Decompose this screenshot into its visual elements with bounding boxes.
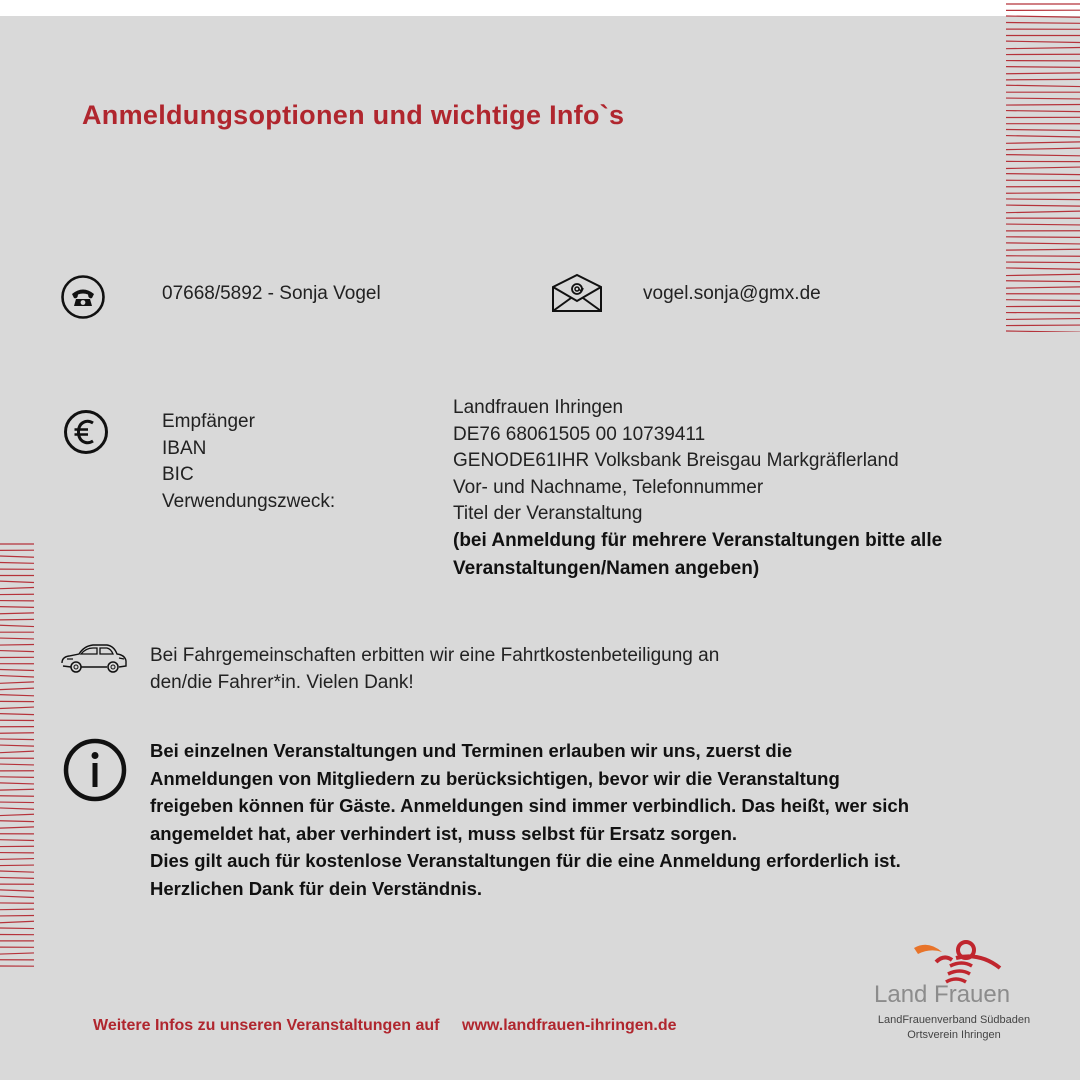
footer-website-link[interactable]: www.landfrauen-ihringen.de	[462, 1017, 677, 1034]
stripe-line	[0, 814, 34, 815]
stripe-line	[0, 714, 34, 715]
stripe-line	[0, 651, 34, 652]
stripe-line	[1006, 22, 1080, 23]
stripe-line	[0, 619, 34, 620]
carpool-text	[150, 643, 719, 696]
stripe-line	[1006, 16, 1080, 17]
stripe-line	[0, 613, 34, 614]
stripe-line	[0, 909, 34, 910]
stripe-line	[0, 840, 34, 841]
stripe-line	[0, 896, 34, 897]
stripe-line	[0, 562, 34, 563]
stripe-line	[1006, 287, 1080, 288]
stripe-line	[1006, 211, 1080, 213]
payment-note-line-2: Veranstaltungen/Namen angeben)	[453, 558, 760, 579]
stripe-line	[1006, 79, 1080, 80]
stripe-line	[0, 928, 34, 929]
stripe-line	[0, 707, 34, 708]
payment-values	[453, 395, 942, 583]
stripe-line	[0, 745, 34, 746]
email-contact[interactable]: vogel.sonja@gmx.de	[643, 283, 821, 304]
stripe-line	[0, 783, 34, 784]
stripe-line	[0, 764, 34, 765]
logo-subtitle	[862, 1013, 1046, 1043]
top-white-band	[0, 0, 1080, 16]
page-title: Anmeldungsoptionen und wichtige Info`s	[82, 100, 625, 130]
stripe-line	[0, 777, 34, 778]
footer-text: Weitere Infos zu unseren Veranstaltungen auf	[93, 1017, 440, 1034]
info-line-6: Herzlichen Dank für dein Verständnis.	[150, 877, 483, 899]
stripe-line	[1006, 268, 1080, 269]
stripe-line	[0, 587, 34, 588]
info-line-2: Anmeldungen von Mitgliedern zu berücksichtigen, bevor wir die Veranstaltung	[150, 767, 840, 789]
stripe-line	[0, 625, 34, 626]
stripe-line	[1006, 167, 1080, 168]
stripe-line	[0, 789, 34, 790]
stripe-line	[1006, 129, 1080, 130]
stripe-line	[0, 751, 34, 753]
decorative-stripes-left	[0, 540, 34, 970]
stripe-line	[1006, 47, 1080, 48]
phone-icon	[60, 274, 106, 320]
stripe-line	[0, 556, 34, 557]
stripe-line	[0, 688, 34, 690]
stripe-line	[0, 645, 34, 646]
stripe-line	[0, 682, 34, 683]
stripe-line	[1006, 249, 1080, 250]
decorative-stripes-right	[1006, 0, 1080, 332]
stripe-line	[1006, 243, 1080, 244]
stripe-line	[0, 638, 34, 639]
stripe-line	[1006, 237, 1080, 238]
payment-note-line-1: (bei Anmeldung für mehrere Veranstaltungen bitte alle	[453, 529, 943, 551]
label-empfaenger: Empfänger	[162, 411, 255, 432]
stripe-line	[0, 676, 34, 677]
car-icon	[59, 641, 129, 675]
stripe-line	[0, 607, 34, 608]
euro-icon	[63, 409, 109, 455]
stripe-line	[0, 695, 34, 696]
info-text	[150, 737, 909, 902]
stripe-line	[1006, 67, 1080, 68]
stripe-line	[1006, 274, 1080, 275]
stripe-line	[1006, 73, 1080, 74]
envelope-at-icon	[551, 273, 603, 313]
stripe-line	[0, 890, 34, 891]
stripe-line	[1006, 300, 1080, 301]
stripe-line	[0, 921, 34, 922]
stripe-line	[1006, 331, 1080, 332]
stripe-line	[1006, 155, 1080, 156]
stripe-line	[1006, 148, 1080, 150]
stripe-line	[0, 821, 34, 822]
phone-contact: 07668/5892 - Sonja Vogel	[162, 283, 381, 304]
stripe-line	[1006, 224, 1080, 225]
stripe-line	[1006, 85, 1080, 86]
stripe-line	[0, 877, 34, 878]
stripe-line	[1006, 136, 1080, 137]
label-iban: IBAN	[162, 437, 207, 459]
info-line-5: Dies gilt auch für kostenlose Veranstaltungen für die eine Anmeldung erforderlich ist.	[150, 850, 901, 871]
stripe-line	[0, 871, 34, 872]
value-empfaenger: Landfrauen Ihringen	[453, 397, 624, 418]
stripe-line	[0, 739, 34, 740]
stripe-line	[0, 581, 34, 582]
stripe-line	[1006, 98, 1080, 99]
stripe-line	[1006, 281, 1080, 282]
stripe-line	[1006, 319, 1080, 320]
info-line-4: angemeldet hat, aber verhindert ist, muss selbst für Ersatz sorgen.	[150, 822, 738, 844]
stripe-line	[1006, 142, 1080, 143]
info-line-3: freigeben können für Gäste. Anmeldungen sind immer verbindlich. Das heißt, wer sich	[150, 795, 909, 816]
value-purpose-2: Titel der Veranstaltung	[453, 503, 643, 524]
info-icon	[63, 738, 127, 802]
stripe-line	[1006, 193, 1080, 194]
stripe-line	[1006, 105, 1080, 106]
stripe-line	[1006, 199, 1080, 200]
stripe-line	[0, 953, 34, 954]
stripe-line	[0, 808, 34, 809]
value-iban: DE76 68061505 00 10739411	[453, 423, 706, 445]
stripe-line	[1006, 41, 1080, 42]
payment-labels	[162, 409, 335, 515]
stripe-line	[1006, 205, 1080, 206]
label-bic: BIC	[162, 464, 194, 485]
value-bic: GENODE61IHR Volksbank Breisgau Markgräflerland	[453, 450, 899, 471]
logo-sub-line-1: LandFrauenverband Südbaden	[877, 1014, 1031, 1026]
info-line-1: Bei einzelnen Veranstaltungen und Terminen erlauben wir uns, zuerst die	[150, 740, 793, 761]
carpool-line-2: den/die Fahrer*in. Vielen Dank!	[150, 671, 414, 693]
logo-wordmark: Land Frauen	[874, 981, 1011, 1008]
carpool-line-1: Bei Fahrgemeinschaften erbitten wir eine Fahrtkostenbeteiligung an	[150, 645, 720, 666]
label-verwendungszweck: Verwendungszweck:	[162, 490, 336, 512]
logo-sub-line-2: Ortsverein Ihringen	[907, 1029, 1001, 1041]
stripe-line	[0, 669, 34, 670]
stripe-line	[0, 733, 34, 734]
stripe-line	[1006, 174, 1080, 175]
stripe-line	[1006, 111, 1080, 112]
stripe-line	[0, 827, 34, 828]
stripe-line	[0, 859, 34, 860]
value-purpose-1: Vor- und Nachname, Telefonnummer	[453, 476, 764, 498]
